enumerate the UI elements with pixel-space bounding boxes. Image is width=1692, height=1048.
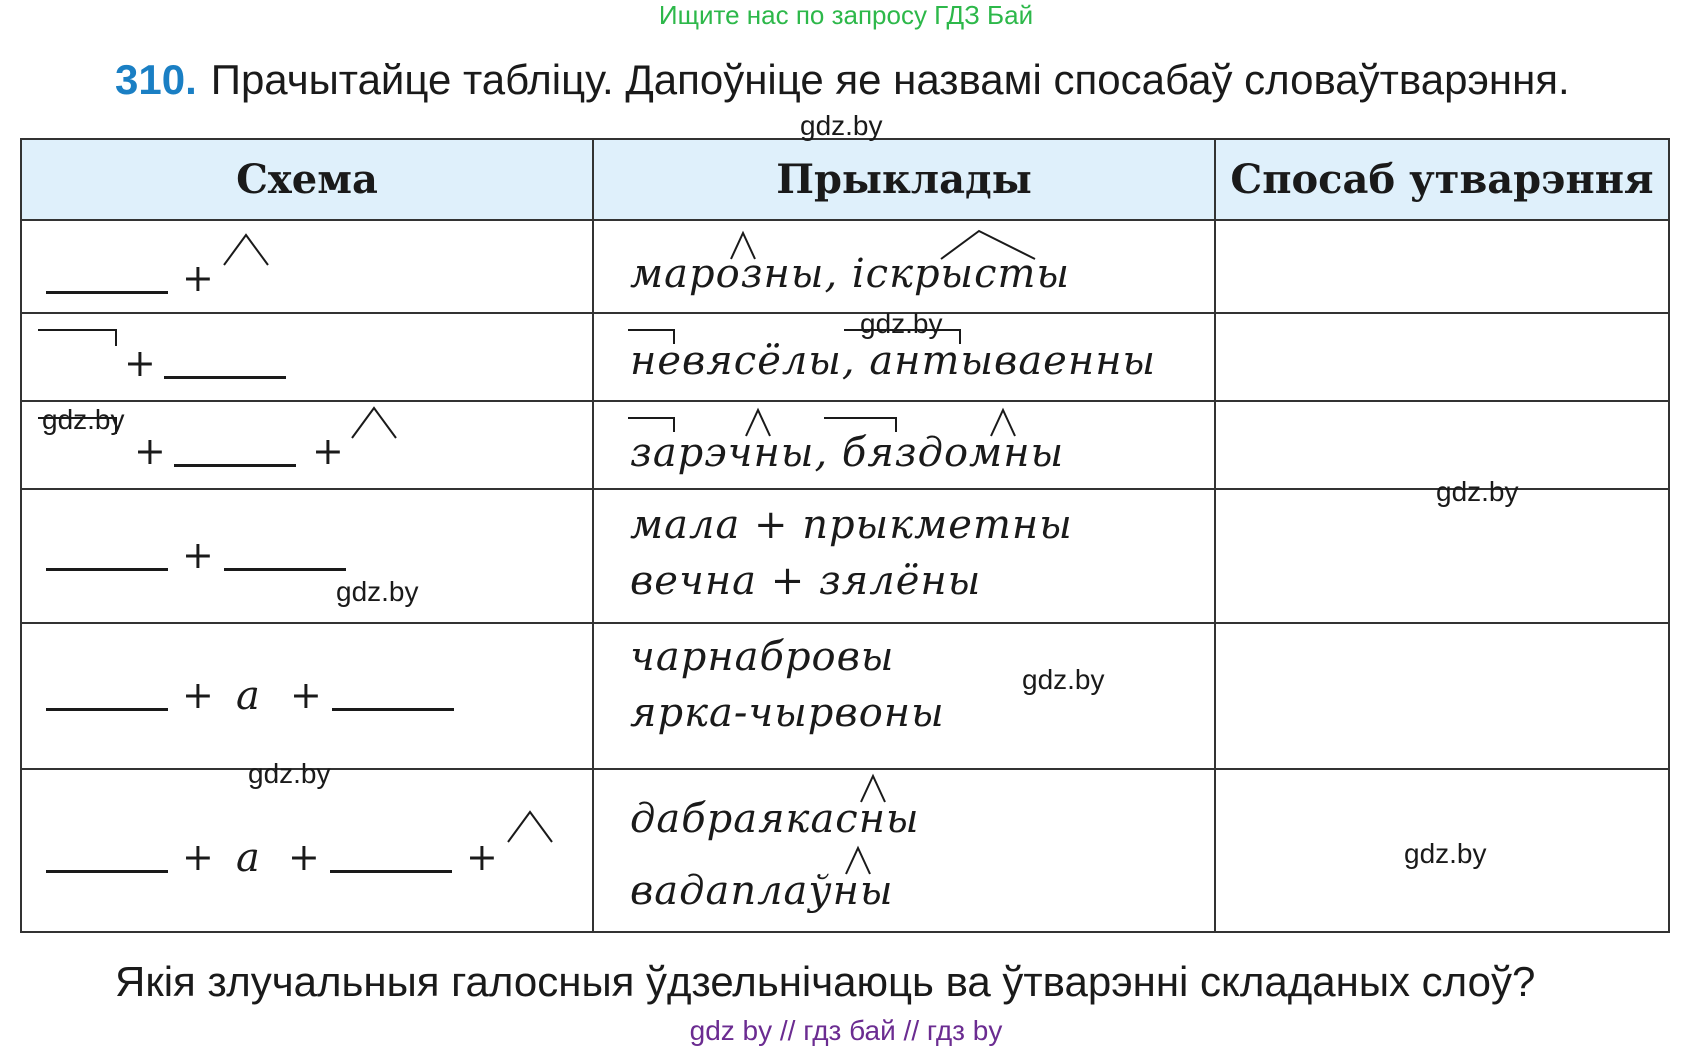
plus-sign: + (288, 834, 320, 879)
root-blank (224, 568, 346, 571)
table-header-row (21, 139, 1669, 220)
root-blank (46, 708, 168, 711)
root-blank (46, 568, 168, 571)
suffix-mark-icon (222, 233, 272, 267)
scheme-root-suffix (22, 221, 592, 313)
prefix-mark-icon (38, 328, 120, 348)
method-cell[interactable] (1215, 220, 1669, 314)
plus-sign: + (312, 428, 344, 473)
plus-sign: + (182, 532, 214, 577)
suffix-mark-icon (350, 406, 400, 440)
example-text: чарнабровы (630, 633, 895, 680)
plus-sign: + (182, 255, 214, 300)
method-cell[interactable] (1215, 623, 1669, 769)
examples-cell (593, 401, 1215, 489)
table-row (21, 623, 1669, 769)
examples-cell (593, 769, 1215, 932)
linking-vowel: а (236, 834, 260, 881)
root-blank (174, 464, 296, 467)
watermark: gdz.by (1022, 664, 1105, 695)
watermark: gdz.by (800, 110, 883, 141)
example-text: марозны, іскрысты (630, 250, 1071, 297)
method-cell[interactable] (1215, 313, 1669, 401)
scheme-prefix-root (22, 314, 592, 400)
example-text: ярка-чырвоны (630, 689, 945, 736)
scheme-cell (21, 769, 593, 932)
root-blank (330, 870, 452, 873)
header-examples: Прыклады (593, 139, 1215, 220)
scheme-cell (21, 313, 593, 401)
examples-cell (593, 489, 1215, 623)
example-text: мала + прыкметны (630, 501, 1073, 548)
follow-up-question: Якія злучальныя галосныя ўдзельнічаюць ва ўтварэнні складаных слоў? (115, 958, 1536, 1005)
exercise-number: 310. (115, 56, 197, 103)
watermark: gdz.by (1404, 838, 1487, 869)
watermark: gdz.by (248, 758, 331, 789)
example-text: зарэчны, бяздомны (630, 429, 1065, 476)
example-text: вадаплаўны (630, 867, 894, 914)
scheme-root-vowel-root (22, 624, 592, 768)
exercise-heading (115, 56, 1570, 104)
examples-cell (593, 220, 1215, 314)
plus-sign: + (134, 428, 166, 473)
watermark: gdz.by (860, 308, 943, 339)
search-hint-banner: Ищите нас по запросу ГДЗ Бай (658, 0, 1034, 30)
root-blank (164, 376, 286, 379)
scheme-cell (21, 489, 593, 623)
scheme-cell (21, 623, 593, 769)
plus-sign: + (182, 834, 214, 879)
examples-cell (593, 623, 1215, 769)
table-row (21, 313, 1669, 401)
linking-vowel: а (236, 672, 260, 719)
watermark: gdz.by (336, 576, 419, 607)
suffix-mark-icon (506, 810, 556, 844)
table-row (21, 401, 1669, 489)
plus-sign: + (182, 672, 214, 717)
example-text: вечна + зялёны (630, 557, 982, 604)
plus-sign: + (466, 834, 498, 879)
header-method: Спосаб утварэння (1215, 139, 1669, 220)
plus-sign: + (290, 672, 322, 717)
root-blank (332, 708, 454, 711)
plus-sign: + (124, 341, 156, 386)
example-text: дабраякасны (630, 795, 920, 842)
exercise-instruction: Прачытайце табліцу. Дапоўніце яе назвамі спосабаў словаўтварэння. (210, 56, 1570, 103)
scheme-root-root (22, 490, 592, 622)
table-row (21, 220, 1669, 314)
word-formation-table (20, 138, 1670, 933)
method-cell[interactable] (1215, 489, 1669, 623)
watermark: gdz.by (42, 404, 125, 435)
example-text: невясёлы, антываенны (630, 338, 1157, 385)
footer-links: gdz by // гдз бай // гдз by (689, 1015, 1003, 1046)
root-blank (46, 291, 168, 294)
root-blank (46, 870, 168, 873)
table-row (21, 489, 1669, 623)
scheme-cell (21, 220, 593, 314)
watermark: gdz.by (1436, 476, 1519, 507)
header-scheme: Схема (21, 139, 593, 220)
scheme-root-vowel-root-suffix (22, 770, 592, 931)
